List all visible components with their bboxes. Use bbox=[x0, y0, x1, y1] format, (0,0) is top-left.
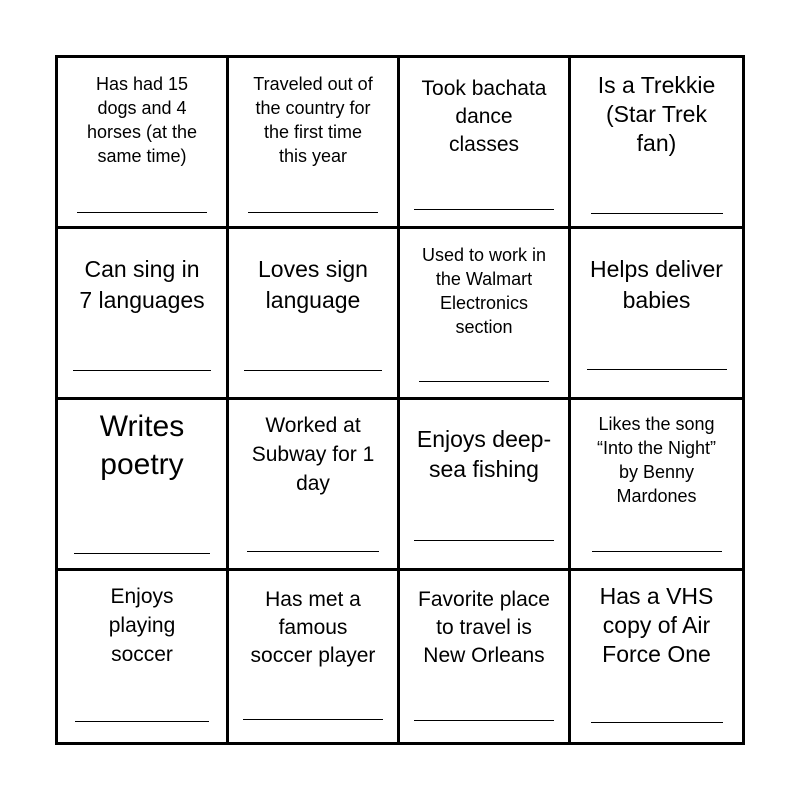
bingo-cell-text: Enjoys playing soccer bbox=[108, 585, 176, 666]
signature-line bbox=[77, 212, 207, 213]
bingo-cell-text: Took bachata dance classes bbox=[421, 77, 547, 156]
bingo-cell-text: Is a Trekkie (Star Trek fan) bbox=[597, 72, 716, 156]
bingo-cell bbox=[229, 58, 400, 229]
signature-line bbox=[592, 551, 722, 552]
signature-line bbox=[414, 720, 554, 721]
bingo-cell bbox=[229, 229, 400, 400]
bingo-cell-text: Used to work in the Walmart Electronics section bbox=[421, 245, 547, 337]
bingo-cell bbox=[400, 571, 571, 742]
signature-line bbox=[73, 370, 211, 371]
bingo-board bbox=[55, 55, 745, 745]
bingo-cell-text: Writes poetry bbox=[99, 410, 185, 481]
bingo-cell-text: Helps deliver babies bbox=[590, 256, 723, 313]
bingo-cell-text: Traveled out of the country for the first time this year bbox=[253, 74, 373, 166]
bingo-cell bbox=[400, 58, 571, 229]
bingo-cell bbox=[229, 400, 400, 571]
bingo-cell-text: Has had 15 dogs and 4 horses (at the same time) bbox=[86, 74, 198, 166]
bingo-cell-text: Has a VHS copy of Air Force One bbox=[599, 583, 714, 667]
signature-line bbox=[414, 209, 554, 210]
bingo-cell bbox=[58, 229, 229, 400]
bingo-cell bbox=[58, 571, 229, 742]
signature-line bbox=[248, 212, 378, 213]
bingo-cell-text: Has met a famous soccer player bbox=[250, 588, 376, 667]
bingo-cell bbox=[58, 400, 229, 571]
bingo-cell-text: Enjoys deep- sea fishing bbox=[416, 426, 552, 482]
signature-line bbox=[243, 719, 383, 720]
bingo-cell-text: Likes the song “Into the Night” by Benny Mardones bbox=[596, 414, 717, 506]
signature-line bbox=[247, 551, 379, 552]
signature-line bbox=[74, 553, 210, 554]
bingo-cell bbox=[571, 400, 742, 571]
signature-line bbox=[587, 369, 727, 370]
signature-line bbox=[414, 540, 554, 541]
signature-line bbox=[244, 370, 382, 371]
bingo-cell-text: Loves sign language bbox=[258, 256, 368, 313]
bingo-cell-text: Worked at Subway for 1 day bbox=[251, 414, 375, 495]
signature-line bbox=[419, 381, 549, 382]
signature-line bbox=[75, 721, 209, 722]
bingo-cell bbox=[571, 58, 742, 229]
bingo-cell-text: Favorite place to travel is New Orleans bbox=[418, 588, 550, 667]
signature-line bbox=[591, 213, 723, 214]
bingo-cell bbox=[58, 58, 229, 229]
bingo-cell bbox=[400, 229, 571, 400]
bingo-cell-text: Can sing in 7 languages bbox=[79, 256, 205, 313]
signature-line bbox=[591, 722, 723, 723]
bingo-cell bbox=[400, 400, 571, 571]
bingo-cell bbox=[571, 571, 742, 742]
bingo-cell bbox=[229, 571, 400, 742]
bingo-cell bbox=[571, 229, 742, 400]
